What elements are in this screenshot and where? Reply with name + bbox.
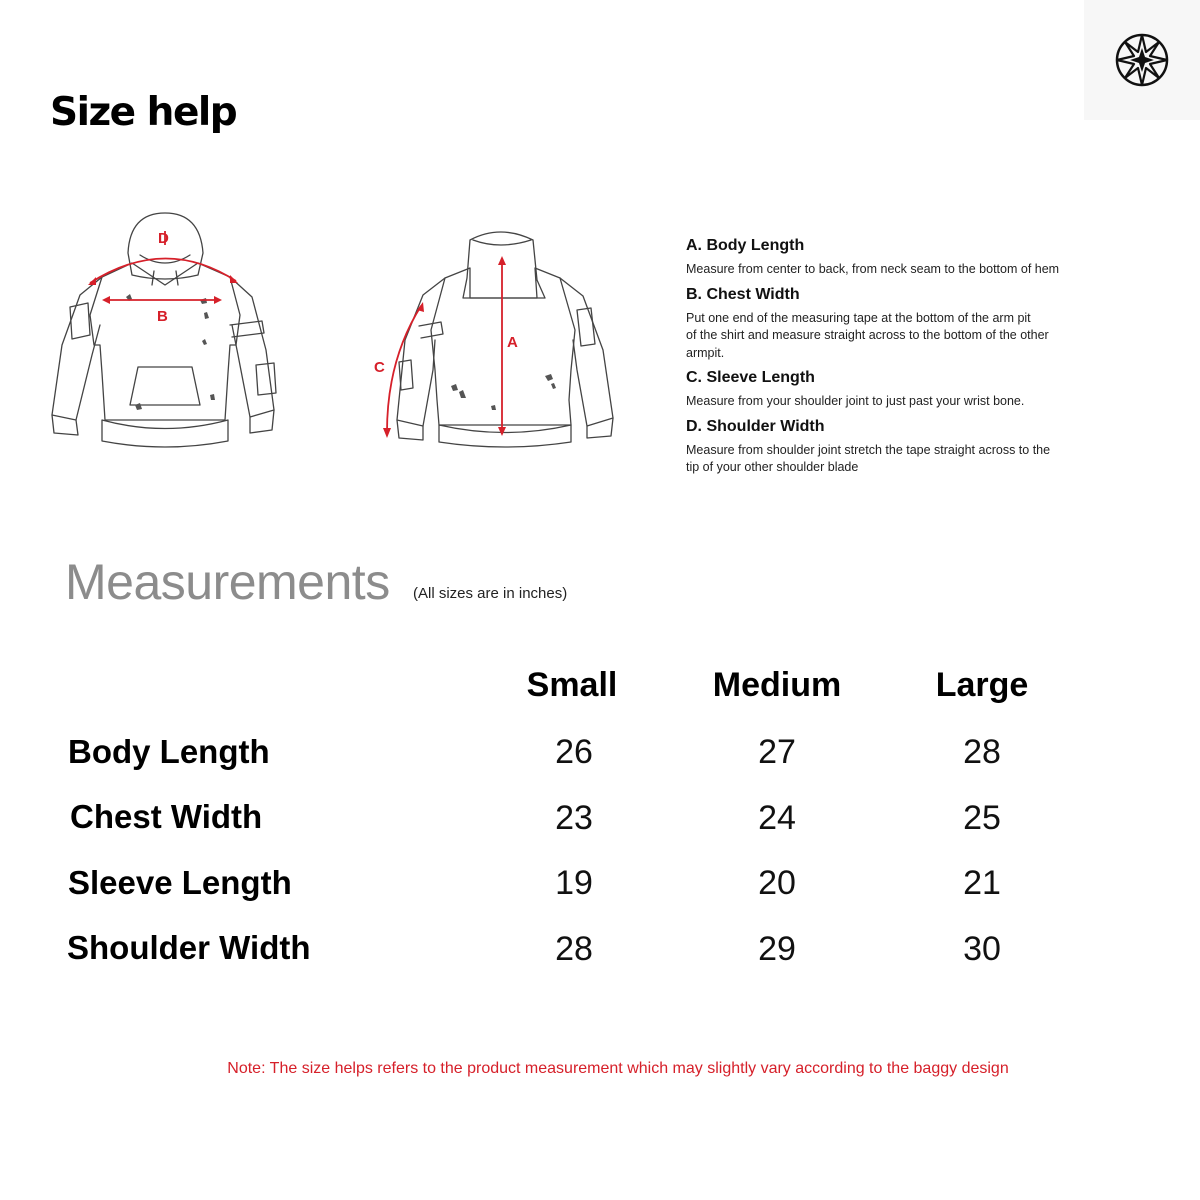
footer-note: Note: The size helps refers to the product measurement which may slightly vary according to the baggy design [227, 1060, 1009, 1077]
measurements-title: Measurements [65, 554, 390, 610]
star-emblem-icon [1114, 32, 1170, 88]
cell-sleeve-length-medium: 20 [758, 864, 796, 902]
row-label-body-length: Body Length [68, 733, 270, 770]
row-label-shoulder-width: Shoulder Width [67, 929, 311, 966]
marker-a-label: A [507, 334, 518, 351]
cell-body-length-small: 26 [555, 733, 593, 771]
cell-sleeve-length-large: 21 [963, 864, 1001, 902]
definition-sleeve-length [686, 368, 1106, 411]
brand-logo [1084, 0, 1200, 120]
page-title: Size help [50, 90, 237, 135]
definition-heading: B. Chest Width [686, 285, 800, 303]
marker-d-label: D [158, 230, 169, 247]
hoodie-front-illustration [40, 205, 290, 455]
cell-body-length-large: 28 [963, 733, 1001, 771]
size-header-large: Large [935, 666, 1029, 704]
hoodie-back-illustration [365, 220, 625, 460]
marker-c-label: C [374, 359, 385, 376]
cell-chest-width-small: 23 [555, 799, 593, 837]
row-label-chest-width: Chest Width [70, 798, 263, 835]
cell-shoulder-width-large: 30 [963, 930, 1001, 968]
definition-chest-width [686, 285, 1106, 363]
definition-body-length [686, 236, 1106, 279]
cell-shoulder-width-medium: 29 [758, 930, 796, 968]
definition-heading: D. Shoulder Width [686, 417, 825, 435]
cell-shoulder-width-small: 28 [555, 930, 593, 968]
cell-chest-width-large: 25 [963, 799, 1001, 837]
definition-text: Measure from shoulder joint stretch the tape straight across to the tip of your other shoulder blade [686, 442, 1051, 474]
definition-heading: A. Body Length [686, 237, 805, 254]
definition-heading: C. Sleeve Length [686, 369, 815, 386]
cell-body-length-medium: 27 [758, 733, 796, 771]
definition-text: Measure from center to back, from neck seam to the bottom of hem [686, 262, 1060, 276]
definition-text: Put one end of the measuring tape at the bottom of the arm pit of the shirt and measure straight across to the bottom of the other armpit. [686, 310, 1049, 360]
cell-sleeve-length-small: 19 [555, 864, 593, 902]
cell-chest-width-medium: 24 [758, 799, 796, 837]
measurement-definitions [686, 236, 1106, 483]
row-label-sleeve-length: Sleeve Length [68, 864, 292, 901]
size-header-medium: Medium [712, 666, 842, 704]
marker-b-label: B [157, 308, 168, 325]
size-header-small: Small [526, 666, 618, 704]
definition-shoulder-width [686, 417, 1106, 477]
definition-text: Measure from your shoulder joint to just past your wrist bone. [686, 394, 1025, 408]
measurements-unit-note: (All sizes are in inches) [413, 585, 568, 602]
